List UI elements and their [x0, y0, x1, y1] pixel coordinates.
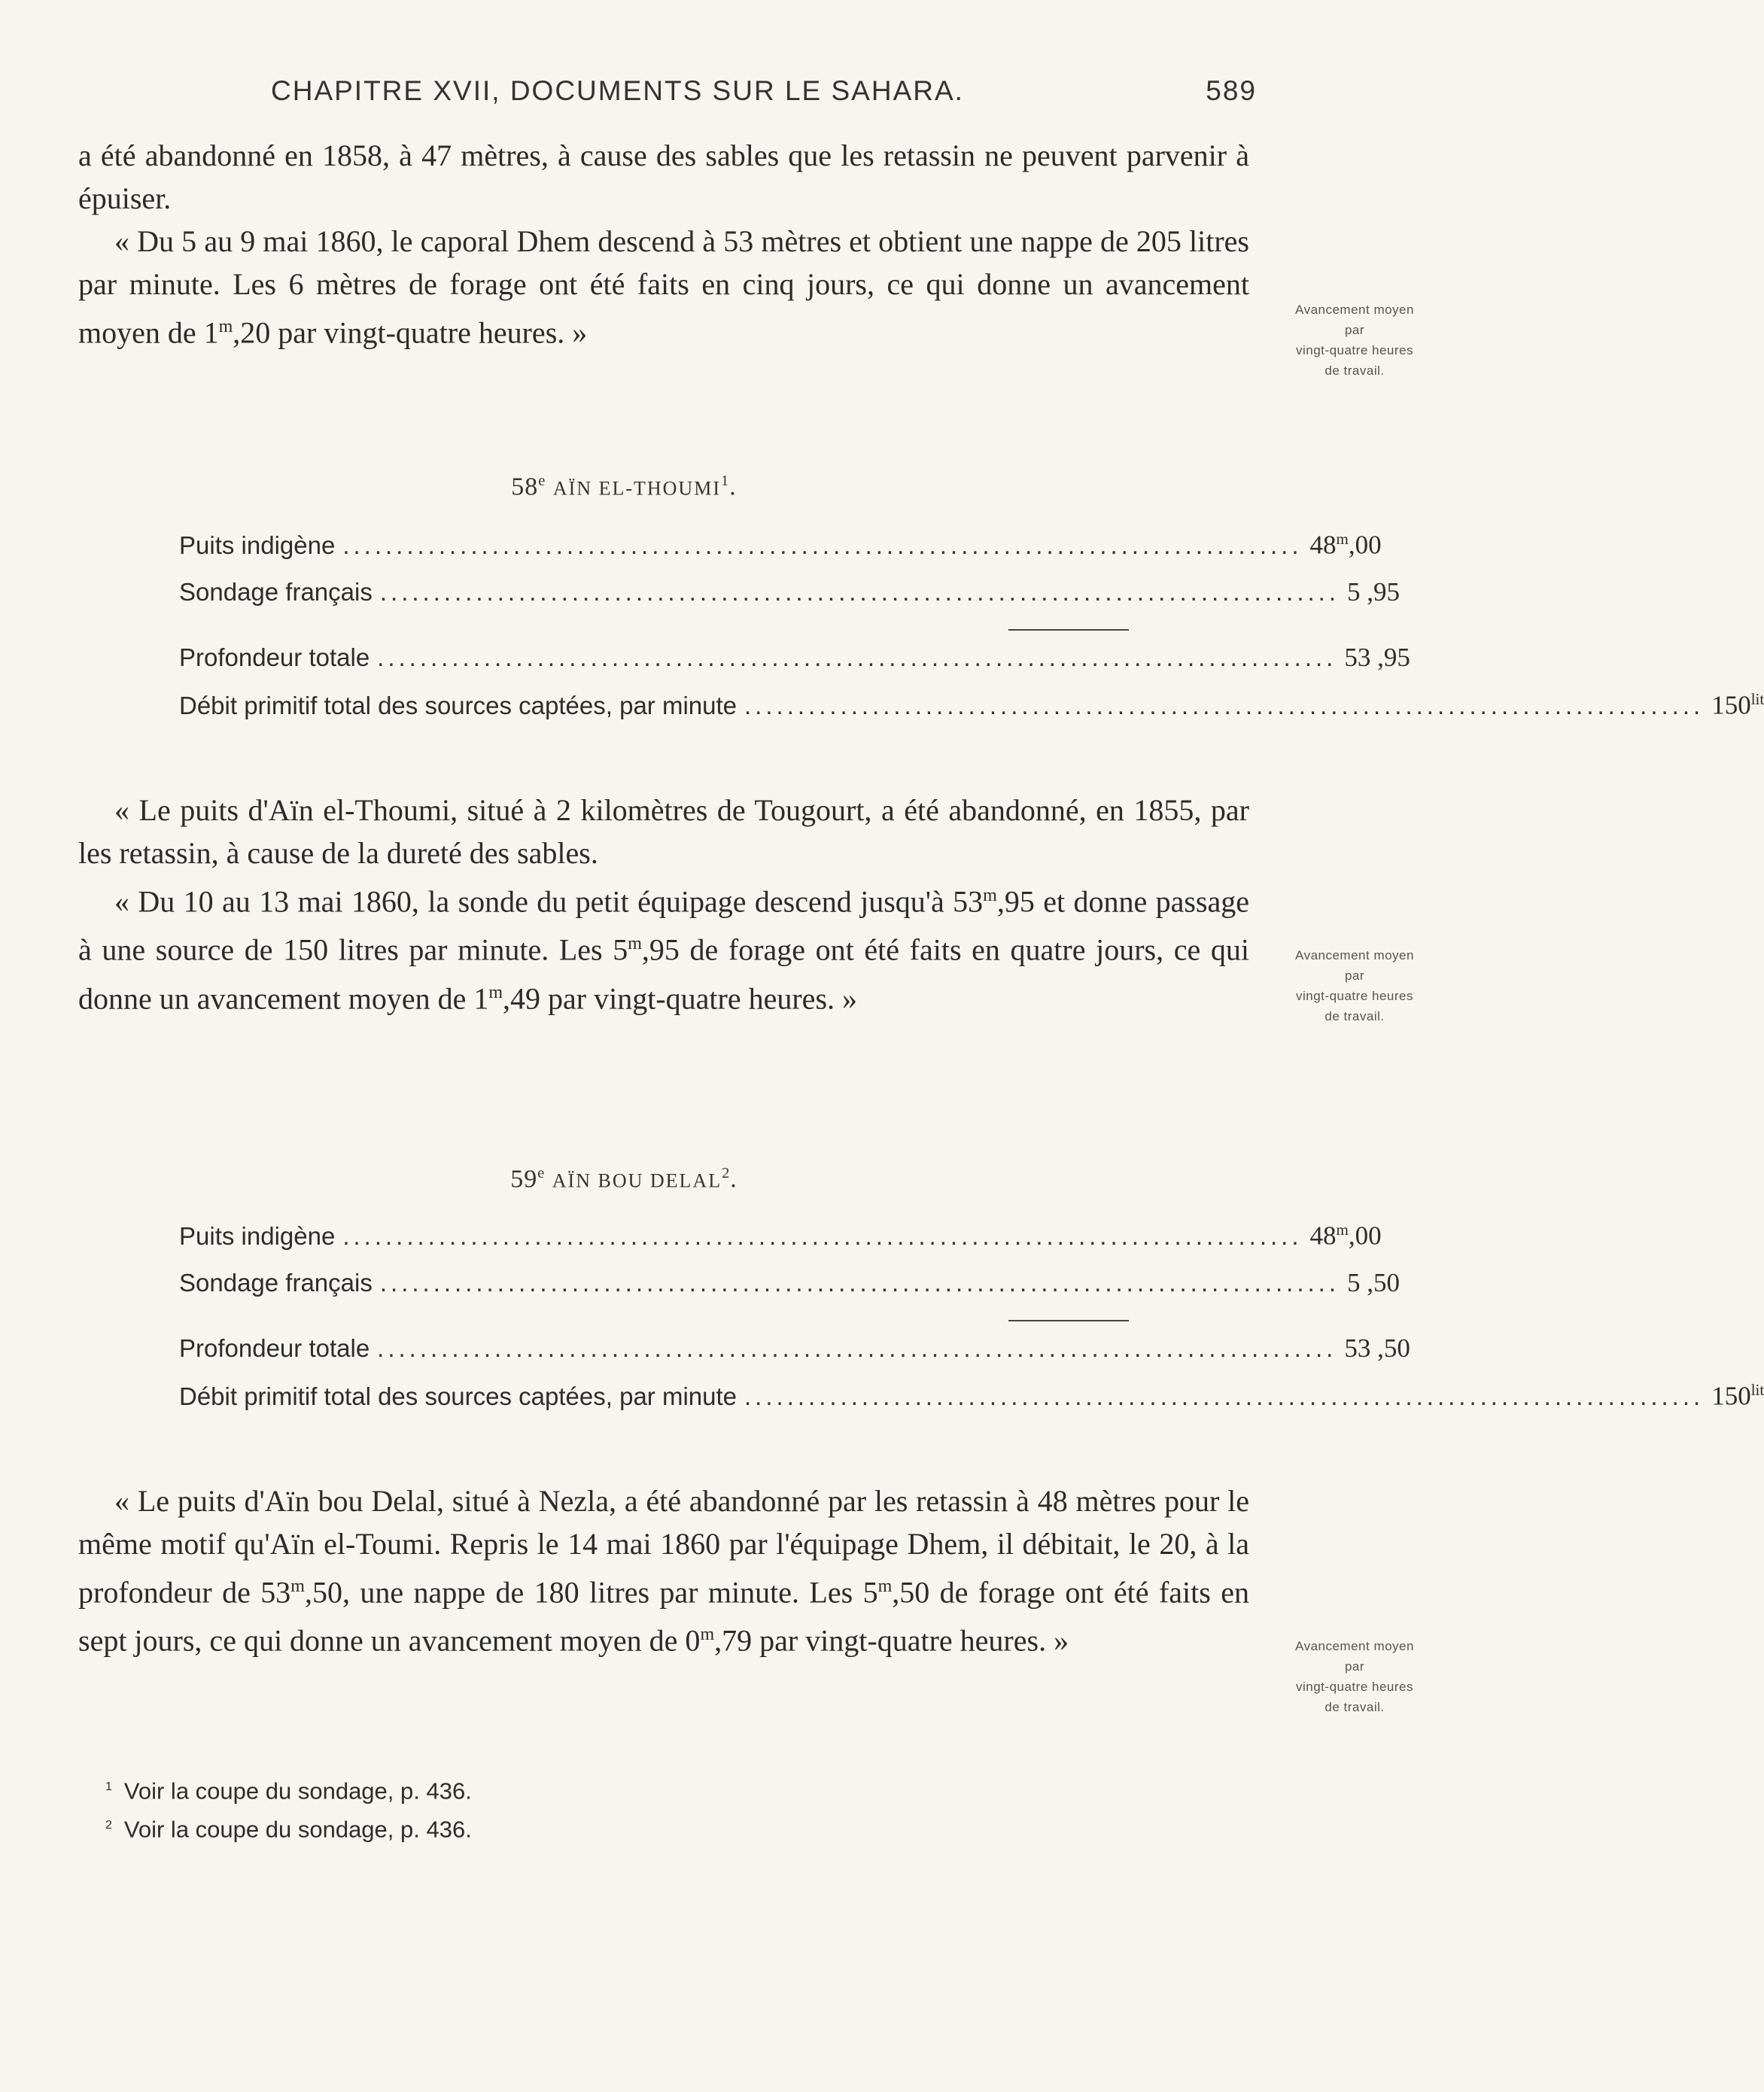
footnotes [105, 1770, 472, 1847]
paragraph-thoumi-2: « Du 10 au 13 mai 1860, la sonde du petit équipage descend jusqu'à 53$^m$,95 et donne passage à une source de 150 litres par minute. Les 5$^m$,95 de forage ont été faits en quatre jours, ce qui donne un avancement moyen de 1$^m$,49 par vingt-quatre heures. » [78, 884, 1250, 1015]
margin-note-3: Avancement moyen par vingt-quatre heures de travail. [1295, 1639, 1414, 1714]
section-58-title: 58e AÏN EL-THOUMI$^1$. [511, 473, 737, 501]
table-row: Profondeur totale .......................................................................................... 53 ,95 [179, 643, 1410, 672]
table-row: Puits indigène .......................................................................................... 48$^m$,00 [179, 530, 1382, 560]
paragraph-bou-delal: « Le puits d'Aïn bou Delal, situé à Nezla, a été abandonné par les retassin à 48 mètres pour le même motif qu'Aïn el-Toumi. Repris le 14 mai 1860 par l'équipage Dhem, il débitait, le 20, à la profondeur de 53$^m$,50, une nappe de 180 litres par minute. Les 5$^m$,50 de forage ont été faits en sept jours, ce qui donne un avancement moyen de 0$^m$,79 par vingt-quatre heures. » [78, 1484, 1249, 1658]
running-title: CHAPITRE XVII, DOCUMENTS SUR LE SAHARA. [271, 75, 964, 106]
sum-rule [1008, 629, 1129, 631]
table-row: Sondage français .......................................................................................... 5 ,95 [179, 577, 1401, 607]
table-row: Débit primitif total des sources captées, par minute .......................................................................................... $150^{lit}$ [179, 690, 1764, 720]
section-58-table [179, 530, 1764, 737]
continuation-paragraph: a été abandonné en 1858, à 47 mètres, à cause des sables que les retassin ne peuvent parvenir à épuiser. [78, 138, 1249, 215]
section-59-table [179, 1221, 1764, 1428]
footnote-1: $^1$ Voir la coupe du sondage, p. 436. [105, 1777, 472, 1805]
sum-rule [1008, 1320, 1129, 1321]
footnote-2: $^2$ Voir la coupe du sondage, p. 436. [105, 1816, 472, 1843]
table-row: Débit primitif total des sources captées, par minute .......................................................................................... $150^{lit}$ [179, 1381, 1764, 1411]
margin-note-1: Avancement moyen par vingt-quatre heures de travail. [1295, 303, 1414, 378]
running-header [271, 75, 1257, 107]
paragraph-thoumi-1: « Le puits d'Aïn el-Thoumi, situé à 2 kilomètres de Tougourt, a été abandonné, en 1855, par les retassin, à cause de la dureté des sables. [78, 793, 1249, 870]
section-58-text [78, 789, 1249, 1020]
section-59-title: 59e AÏN BOU DELAL$^2$. [510, 1165, 738, 1193]
section-59-text [78, 1479, 1249, 1662]
page-number: 589 [1206, 75, 1257, 106]
table-row: Sondage français .......................................................................................... 5 ,50 [179, 1268, 1401, 1297]
top-text-block [78, 134, 1249, 354]
table-row: Profondeur totale .......................................................................................... 53 ,50 [179, 1333, 1410, 1363]
table-row: Puits indigène .......................................................................................... 48$^m$,00 [179, 1221, 1382, 1251]
margin-note-2: Avancement moyen par vingt-quatre heures de travail. [1295, 948, 1414, 1023]
paragraph-dhem: « Du 5 au 9 mai 1860, le caporal Dhem descend à 53 mètres et obtient une nappe de 205 litres par minute. Les 6 mètres de forage ont été faits en cinq jours, ce qui donne un avancement moyen de 1$^m$,20 par vingt-quatre heures. » [78, 224, 1249, 350]
